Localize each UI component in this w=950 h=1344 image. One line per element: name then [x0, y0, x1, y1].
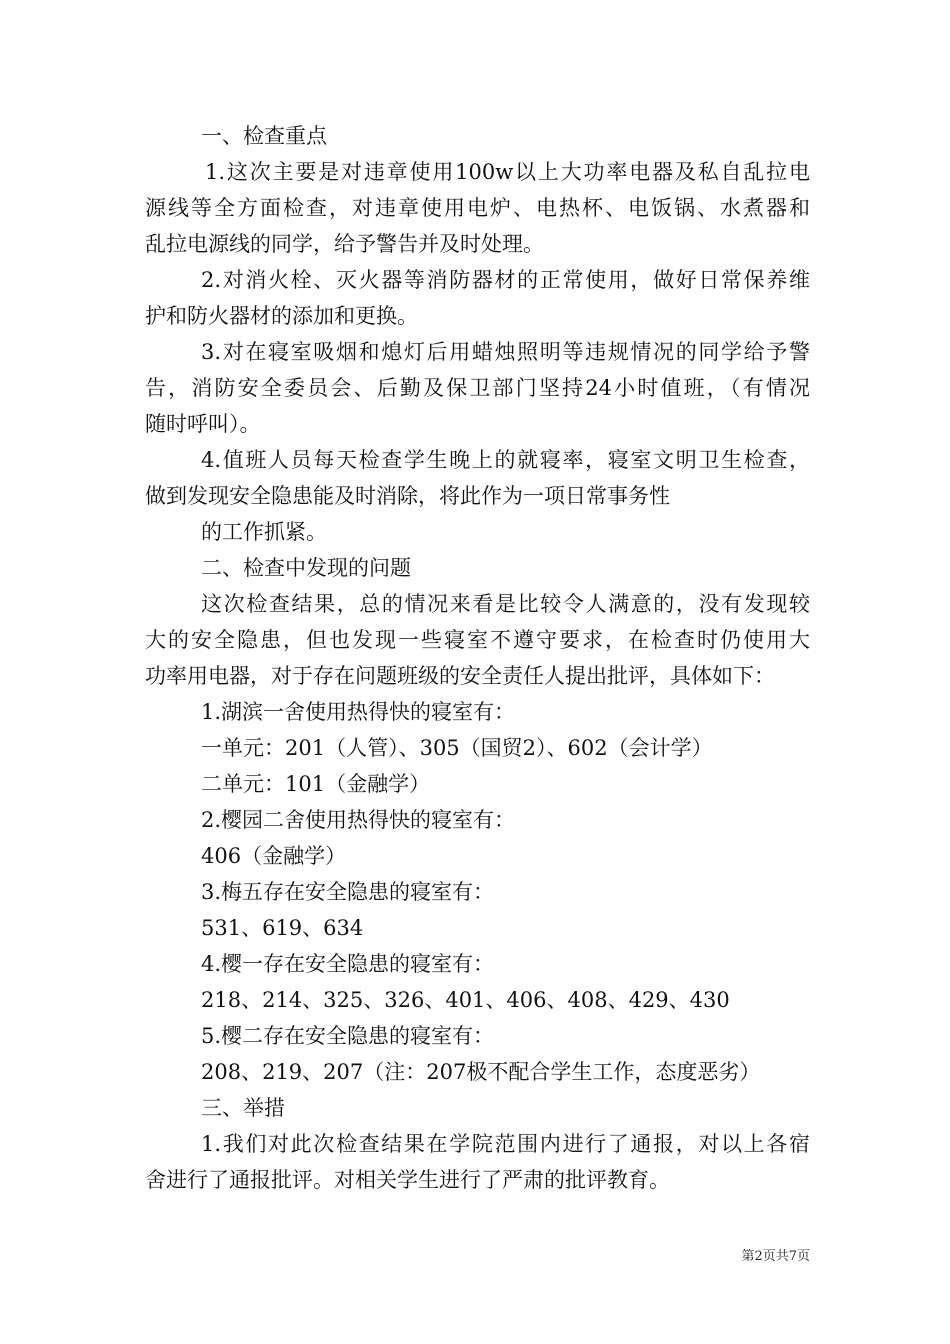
- paragraph-line: 告，消防安全委员会、后勤及保卫部门坚持24小时值班，（有情况: [145, 376, 810, 400]
- page-number: 第2页共7页: [741, 1249, 810, 1264]
- paragraph-line: 1.我们对此次检查结果在学院范围内进行了通报，对以上各宿: [201, 1132, 810, 1156]
- paragraph-line: 护和防火器材的添加和更换。: [145, 304, 418, 328]
- list-item-detail: 二单元：101（金融学）: [201, 772, 431, 796]
- section-heading-1: 一、检查重点: [201, 124, 327, 148]
- list-item-detail: 208、219、207（注：207极不配合学生工作，态度恶劣）: [201, 1060, 761, 1084]
- paragraph-line: 舍进行了通报批评。对相关学生进行了严肃的批评教育。: [145, 1168, 670, 1192]
- list-item: 1.湖滨一舍使用热得快的寝室有：: [201, 700, 516, 724]
- list-item-detail: 218、214、325、326、401、406、408、429、430: [201, 988, 730, 1012]
- paragraph-line: 功率用电器，对于存在问题班级的安全责任人提出批评，具体如下：: [145, 664, 775, 688]
- paragraph-line: 3.对在寝室吸烟和熄灯后用蜡烛照明等违规情况的同学给予警: [201, 340, 810, 364]
- document-body: [145, 118, 810, 1198]
- list-item: 2.樱园二舍使用热得快的寝室有：: [201, 808, 516, 832]
- paragraph-line: 1.这次主要是对违章使用100w以上大功率电器及私自乱拉电: [205, 160, 810, 184]
- list-item-detail: 一单元：201（人管）、305（国贸2）、602（会计学）: [201, 736, 713, 760]
- paragraph-line: 做到发现安全隐患能及时消除，将此作为一项日常事务性: [145, 484, 670, 508]
- list-item-detail: 531、619、634: [201, 916, 364, 940]
- list-item: 5.樱二存在安全隐患的寝室有：: [201, 1024, 495, 1048]
- paragraph-line: 的工作抓紧。: [201, 520, 327, 544]
- section-heading-2: 二、检查中发现的问题: [201, 556, 411, 580]
- paragraph-line: 大的安全隐患，但也发现一些寝室不遵守要求，在检查时仍使用大: [145, 628, 810, 652]
- list-item: 4.樱一存在安全隐患的寝室有：: [201, 952, 495, 976]
- paragraph-line: 源线等全方面检查，对违章使用电炉、电热杯、电饭锅、水煮器和: [145, 196, 810, 220]
- section-heading-3: 三、举措: [201, 1096, 285, 1120]
- paragraph-line: 2.对消火栓、灭火器等消防器材的正常使用，做好日常保养维: [201, 268, 810, 292]
- paragraph-line: 随时呼叫）。: [145, 412, 261, 436]
- paragraph-line: 乱拉电源线的同学，给予警告并及时处理。: [145, 232, 544, 256]
- paragraph-line: 这次检查结果，总的情况来看是比较令人满意的，没有发现较: [201, 592, 810, 616]
- paragraph-line: 4.值班人员每天检查学生晚上的就寝率，寝室文明卫生检查，: [201, 448, 810, 472]
- list-item: 3.梅五存在安全隐患的寝室有：: [201, 880, 495, 904]
- list-item-detail: 406（金融学）: [201, 844, 347, 868]
